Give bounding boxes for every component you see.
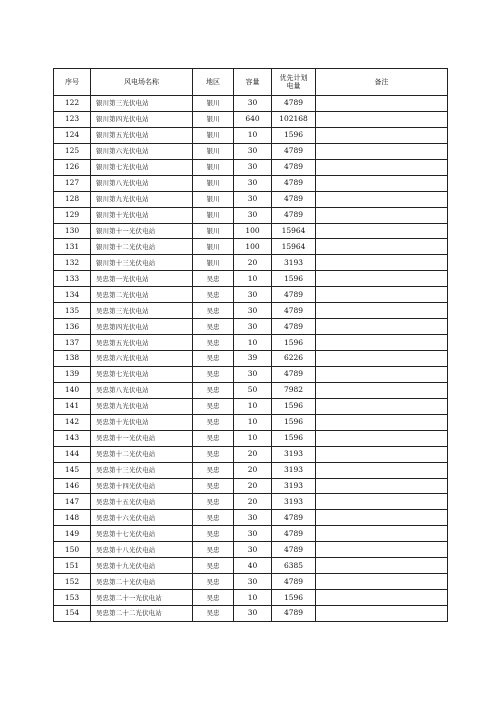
header-notes: 备注 [316,69,448,96]
cell-capacity: 30 [234,606,272,622]
cell-name: 银川第六光伏电站 [91,143,193,159]
cell-note [316,335,448,351]
cell-energy: 1596 [272,271,316,287]
cell-energy: 15964 [272,239,316,255]
cell-no: 147 [54,494,91,510]
table-row [54,335,448,351]
cell-area: 吴忠 [193,430,234,446]
cell-name: 银川第十光伏电站 [91,207,193,223]
cell-area: 吴忠 [193,606,234,622]
cell-area: 吴忠 [193,366,234,382]
cell-area: 吴忠 [193,335,234,351]
cell-name: 吴忠第十九光伏电站 [91,558,193,574]
cell-energy: 15964 [272,223,316,239]
header-capacity: 容量 [234,69,272,96]
cell-name: 银川第十三光伏电站 [91,255,193,271]
cell-note [316,606,448,622]
cell-area: 银川 [193,96,234,112]
cell-note [316,191,448,207]
cell-energy: 4789 [272,574,316,590]
table-row [54,239,448,255]
cell-name: 银川第三光伏电站 [91,96,193,112]
table-row [54,175,448,191]
table-row [54,271,448,287]
cell-note [316,303,448,319]
cell-note [316,96,448,112]
cell-name: 吴忠第十光伏电站 [91,414,193,430]
cell-name: 银川第十一光伏电站 [91,223,193,239]
cell-energy: 102168 [272,111,316,127]
cell-note [316,127,448,143]
cell-area: 银川 [193,143,234,159]
cell-energy: 4789 [272,319,316,335]
cell-energy: 1596 [272,335,316,351]
cell-no: 149 [54,526,91,542]
cell-no: 135 [54,303,91,319]
cell-area: 吴忠 [193,319,234,335]
cell-capacity: 30 [234,574,272,590]
cell-name: 吴忠第八光伏电站 [91,382,193,398]
cell-capacity: 30 [234,191,272,207]
table-row [54,159,448,175]
cell-energy: 4789 [272,191,316,207]
cell-capacity: 10 [234,590,272,606]
cell-capacity: 20 [234,462,272,478]
cell-energy: 4789 [272,143,316,159]
cell-area: 银川 [193,175,234,191]
cell-energy: 4789 [272,366,316,382]
cell-energy: 1596 [272,414,316,430]
cell-capacity: 30 [234,303,272,319]
cell-capacity: 10 [234,398,272,414]
cell-note [316,239,448,255]
cell-area: 吴忠 [193,558,234,574]
cell-area: 银川 [193,239,234,255]
cell-capacity: 640 [234,111,272,127]
cell-area: 吴忠 [193,590,234,606]
cell-name: 吴忠第十六光伏电站 [91,510,193,526]
cell-capacity: 100 [234,223,272,239]
cell-name: 吴忠第十四光伏电站 [91,478,193,494]
cell-no: 125 [54,143,91,159]
cell-no: 126 [54,159,91,175]
table-header-row [54,69,448,96]
cell-no: 137 [54,335,91,351]
cell-area: 吴忠 [193,526,234,542]
cell-no: 123 [54,111,91,127]
cell-area: 吴忠 [193,382,234,398]
cell-note [316,414,448,430]
cell-name: 吴忠第二光伏电站 [91,287,193,303]
cell-area: 银川 [193,191,234,207]
cell-energy: 3193 [272,462,316,478]
table-row [54,351,448,367]
table-row [54,382,448,398]
cell-no: 141 [54,398,91,414]
table-row [54,430,448,446]
cell-energy: 4789 [272,96,316,112]
header-priority-line1: 优先计划 [279,74,308,82]
cell-area: 吴忠 [193,462,234,478]
cell-note [316,510,448,526]
cell-area: 吴忠 [193,494,234,510]
cell-capacity: 10 [234,127,272,143]
cell-area: 吴忠 [193,574,234,590]
cell-capacity: 20 [234,478,272,494]
cell-name: 银川第七光伏电站 [91,159,193,175]
cell-note [316,574,448,590]
cell-capacity: 30 [234,526,272,542]
cell-energy: 4789 [272,287,316,303]
table-row [54,96,448,112]
cell-name: 吴忠第十一光伏电站 [91,430,193,446]
cell-energy: 1596 [272,398,316,414]
table-row [54,287,448,303]
cell-name: 吴忠第三光伏电站 [91,303,193,319]
cell-energy: 4789 [272,606,316,622]
cell-no: 124 [54,127,91,143]
cell-note [316,287,448,303]
cell-capacity: 30 [234,542,272,558]
cell-no: 131 [54,239,91,255]
cell-energy: 4789 [272,542,316,558]
cell-capacity: 10 [234,335,272,351]
cell-name: 银川第十二光伏电站 [91,239,193,255]
cell-no: 145 [54,462,91,478]
cell-area: 吴忠 [193,478,234,494]
table-row [54,223,448,239]
table-row [54,303,448,319]
table-row [54,127,448,143]
cell-name: 吴忠第十二光伏电站 [91,446,193,462]
cell-no: 129 [54,207,91,223]
cell-area: 吴忠 [193,542,234,558]
header-priority-energy [272,69,316,96]
cell-no: 152 [54,574,91,590]
cell-no: 154 [54,606,91,622]
cell-area: 吴忠 [193,414,234,430]
cell-no: 122 [54,96,91,112]
table-row [54,255,448,271]
table-row [54,510,448,526]
cell-no: 128 [54,191,91,207]
table-row [54,494,448,510]
cell-capacity: 10 [234,271,272,287]
cell-energy: 3193 [272,478,316,494]
cell-energy: 3193 [272,446,316,462]
cell-name: 吴忠第十七光伏电站 [91,526,193,542]
cell-capacity: 20 [234,255,272,271]
cell-energy: 3193 [272,255,316,271]
cell-note [316,558,448,574]
cell-area: 吴忠 [193,446,234,462]
cell-note [316,526,448,542]
cell-energy: 1596 [272,430,316,446]
cell-capacity: 40 [234,558,272,574]
table-row [54,606,448,622]
cell-name: 吴忠第四光伏电站 [91,319,193,335]
cell-no: 133 [54,271,91,287]
cell-note [316,111,448,127]
cell-no: 142 [54,414,91,430]
cell-note [316,398,448,414]
cell-name: 吴忠第六光伏电站 [91,351,193,367]
cell-no: 153 [54,590,91,606]
cell-name: 吴忠第二十一光伏电站 [91,590,193,606]
cell-note [316,143,448,159]
cell-energy: 1596 [272,590,316,606]
table-row [54,366,448,382]
cell-note [316,223,448,239]
header-no: 序号 [54,69,91,96]
cell-capacity: 50 [234,382,272,398]
power-plant-table [53,68,448,622]
cell-capacity: 30 [234,159,272,175]
cell-area: 吴忠 [193,287,234,303]
cell-capacity: 30 [234,96,272,112]
cell-capacity: 30 [234,143,272,159]
cell-capacity: 10 [234,430,272,446]
cell-area: 银川 [193,255,234,271]
table-row [54,111,448,127]
table-row [54,143,448,159]
table-row [54,414,448,430]
cell-note [316,175,448,191]
table-row [54,446,448,462]
cell-name: 银川第九光伏电站 [91,191,193,207]
table-row [54,191,448,207]
cell-name: 吴忠第二十光伏电站 [91,574,193,590]
cell-energy: 4789 [272,175,316,191]
cell-area: 银川 [193,127,234,143]
cell-note [316,478,448,494]
cell-name: 银川第四光伏电站 [91,111,193,127]
cell-note [316,494,448,510]
cell-energy: 4789 [272,526,316,542]
cell-energy: 4789 [272,303,316,319]
cell-no: 144 [54,446,91,462]
cell-note [316,446,448,462]
cell-capacity: 30 [234,319,272,335]
cell-energy: 4789 [272,159,316,175]
cell-no: 139 [54,366,91,382]
cell-no: 150 [54,542,91,558]
cell-no: 134 [54,287,91,303]
cell-no: 148 [54,510,91,526]
cell-capacity: 100 [234,239,272,255]
cell-no: 130 [54,223,91,239]
cell-no: 136 [54,319,91,335]
cell-note [316,430,448,446]
cell-note [316,255,448,271]
cell-capacity: 30 [234,287,272,303]
cell-name: 吴忠第一光伏电站 [91,271,193,287]
cell-capacity: 30 [234,366,272,382]
cell-no: 138 [54,351,91,367]
cell-area: 银川 [193,223,234,239]
cell-note [316,590,448,606]
cell-capacity: 30 [234,175,272,191]
cell-energy: 3193 [272,494,316,510]
cell-area: 银川 [193,207,234,223]
cell-name: 吴忠第二十二光伏电站 [91,606,193,622]
cell-name: 吴忠第十五光伏电站 [91,494,193,510]
cell-note [316,462,448,478]
cell-no: 140 [54,382,91,398]
cell-area: 吴忠 [193,303,234,319]
cell-name: 吴忠第五光伏电站 [91,335,193,351]
cell-energy: 6226 [272,351,316,367]
cell-capacity: 20 [234,446,272,462]
table-row [54,207,448,223]
header-priority-line2: 电量 [286,82,301,90]
cell-capacity: 30 [234,510,272,526]
cell-energy: 6385 [272,558,316,574]
cell-note [316,159,448,175]
cell-name: 吴忠第十八光伏电站 [91,542,193,558]
table-row [54,526,448,542]
cell-note [316,366,448,382]
cell-note [316,207,448,223]
cell-area: 吴忠 [193,351,234,367]
cell-no: 127 [54,175,91,191]
table-row [54,542,448,558]
table-row [54,558,448,574]
cell-name: 吴忠第十三光伏电站 [91,462,193,478]
cell-name: 银川第五光伏电站 [91,127,193,143]
cell-name: 银川第八光伏电站 [91,175,193,191]
cell-energy: 7982 [272,382,316,398]
table-row [54,319,448,335]
table-row [54,478,448,494]
header-name: 风电场名称 [91,69,193,96]
cell-note [316,271,448,287]
cell-energy: 4789 [272,510,316,526]
cell-energy: 1596 [272,127,316,143]
cell-name: 吴忠第七光伏电站 [91,366,193,382]
cell-note [316,542,448,558]
header-area: 地区 [193,69,234,96]
cell-note [316,319,448,335]
cell-energy: 4789 [272,207,316,223]
table-row [54,462,448,478]
table-row [54,590,448,606]
cell-area: 银川 [193,111,234,127]
cell-note [316,382,448,398]
table-row [54,574,448,590]
cell-area: 银川 [193,159,234,175]
cell-area: 吴忠 [193,271,234,287]
cell-name: 吴忠第九光伏电站 [91,398,193,414]
cell-capacity: 39 [234,351,272,367]
cell-area: 吴忠 [193,510,234,526]
cell-no: 151 [54,558,91,574]
cell-capacity: 30 [234,207,272,223]
cell-area: 吴忠 [193,398,234,414]
cell-no: 132 [54,255,91,271]
cell-note [316,351,448,367]
cell-no: 143 [54,430,91,446]
cell-capacity: 10 [234,414,272,430]
cell-capacity: 20 [234,494,272,510]
table-row [54,398,448,414]
cell-no: 146 [54,478,91,494]
